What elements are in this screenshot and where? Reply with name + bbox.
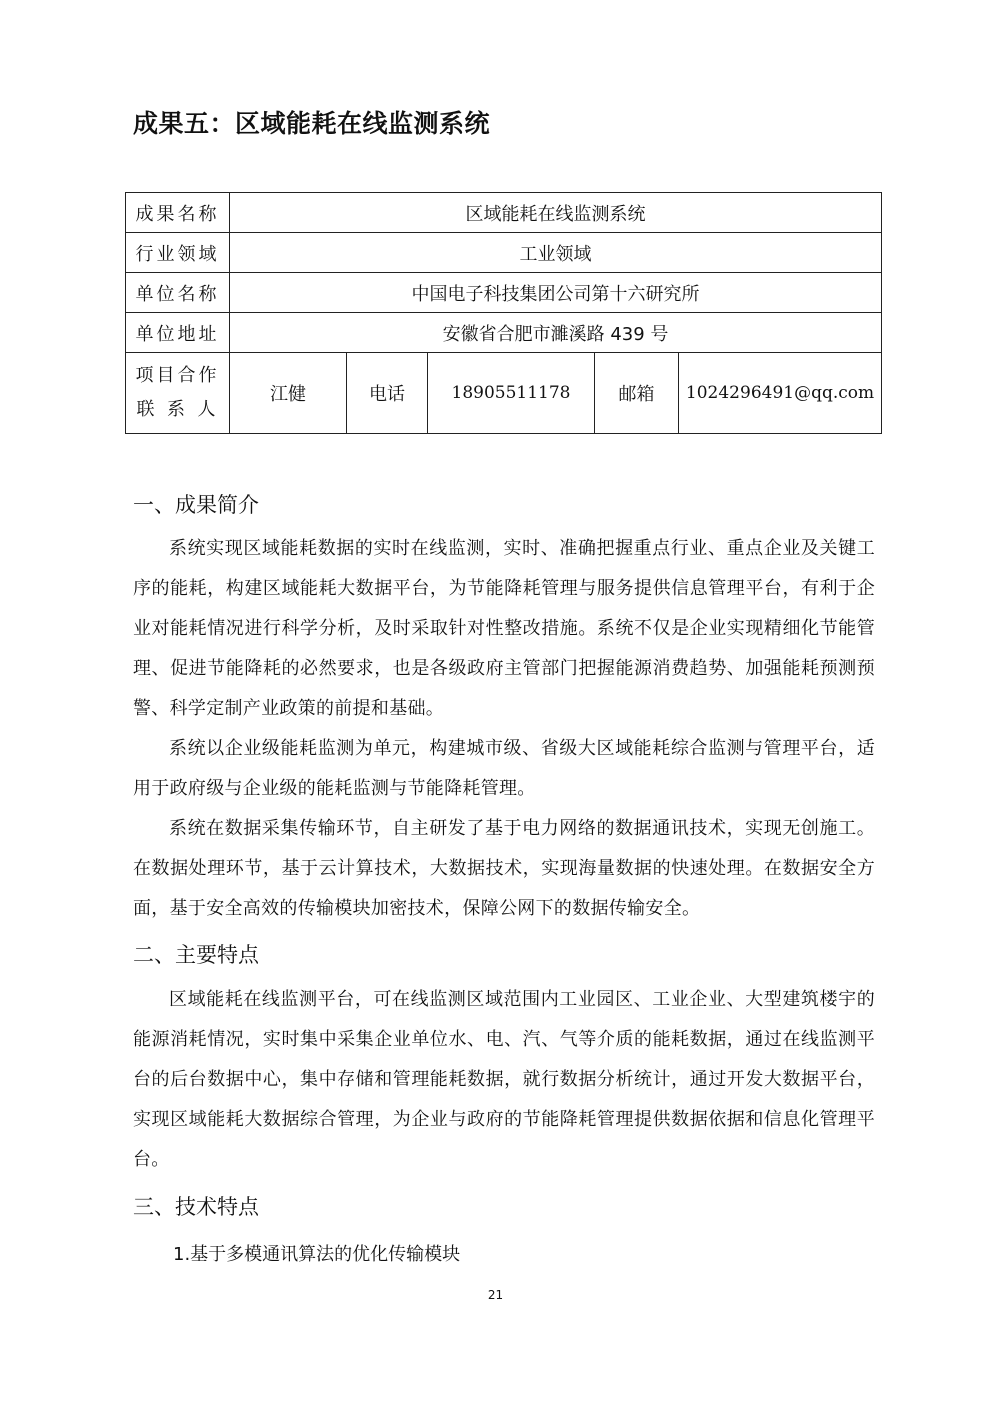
phone-value: 18905511178: [428, 353, 595, 434]
contact-name: 江健: [230, 353, 347, 434]
section-heading-intro: 一、成果简介: [133, 493, 259, 517]
contact-label-char: 系: [167, 399, 188, 420]
row-value-address: 安徽省合肥市濉溪路 439 号: [230, 313, 882, 353]
intro-paragraph-1: 系统实现区域能耗数据的实时在线监测，实时、准确把握重点行业、重点企业及关键工序的能耗，构建区域能耗大数据平台，为节能降耗管理与服务提供信息管理平台，有利于企业对能耗情况进行科学分析，及时采取针对性整改措施。系统不仅是企业实现精细化节能管理、促进节能降耗的必然要求，也是各级政府主管部门把握能源消费趋势、加强能耗预测预警、科学定制产业政策的前提和基础。: [133, 538, 875, 719]
row-label-unit: 单位名称: [126, 273, 230, 313]
contact-row: [126, 353, 882, 434]
row-value-unit: 中国电子科技集团公司第十六研究所: [230, 273, 882, 313]
intro-paragraph-3: 系统在数据采集传输环节，自主研发了基于电力网络的数据通讯技术，实现无创施工。在数据处理环节，基于云计算技术，大数据技术，实现海量数据的快速处理。在数据安全方面，基于安全高效的传输模块加密技术，保障公网下的数据传输安全。: [133, 818, 875, 919]
tech-item-1: 1.基于多模通讯算法的优化传输模块: [173, 1244, 461, 1265]
contact-label-line2: [137, 393, 219, 427]
table-row: [126, 233, 882, 273]
intro-paragraph-2: 系统以企业级能耗监测为单元，构建城市级、省级大区域能耗综合监测与管理平台，适用于政府级与企业级的能耗监测与节能降耗管理。: [133, 738, 875, 799]
info-table: [125, 192, 882, 434]
document-title: 成果五：区域能耗在线监测系统: [133, 109, 491, 138]
contact-label-char: 人: [197, 399, 219, 420]
row-value-name: 区域能耗在线监测系统: [230, 193, 882, 233]
contact-label: [126, 353, 230, 434]
row-label-industry: 行业领域: [126, 233, 230, 273]
table-row: [126, 313, 882, 353]
contact-label-line1: 项目合作: [135, 365, 220, 386]
features-paragraph: 区域能耗在线监测平台，可在线监测区域范围内工业园区、工业企业、大型建筑楼宇的能源消耗情况，实时集中采集企业单位水、电、汽、气等介质的能耗数据，通过在线监测平台的后台数据中心，集中存储和管理能耗数据，就行数据分析统计，通过开发大数据平台，实现区域能耗大数据综合管理，为企业与政府的节能降耗管理提供数据依据和信息化管理平台。: [133, 989, 875, 1170]
email-label: 邮箱: [595, 353, 679, 434]
row-label-name: 成果名称: [126, 193, 230, 233]
email-value: 1024296491@qq.com: [679, 353, 882, 434]
phone-label: 电话: [347, 353, 428, 434]
page-number: 21: [487, 1288, 504, 1302]
section-heading-features: 二、主要特点: [133, 943, 259, 967]
row-label-address: 单位地址: [126, 313, 230, 353]
table-row: [126, 273, 882, 313]
contact-label-char: 联: [136, 399, 158, 420]
row-value-industry: 工业领域: [230, 233, 882, 273]
table-row: [126, 193, 882, 233]
section-heading-tech: 三、技术特点: [133, 1195, 259, 1219]
